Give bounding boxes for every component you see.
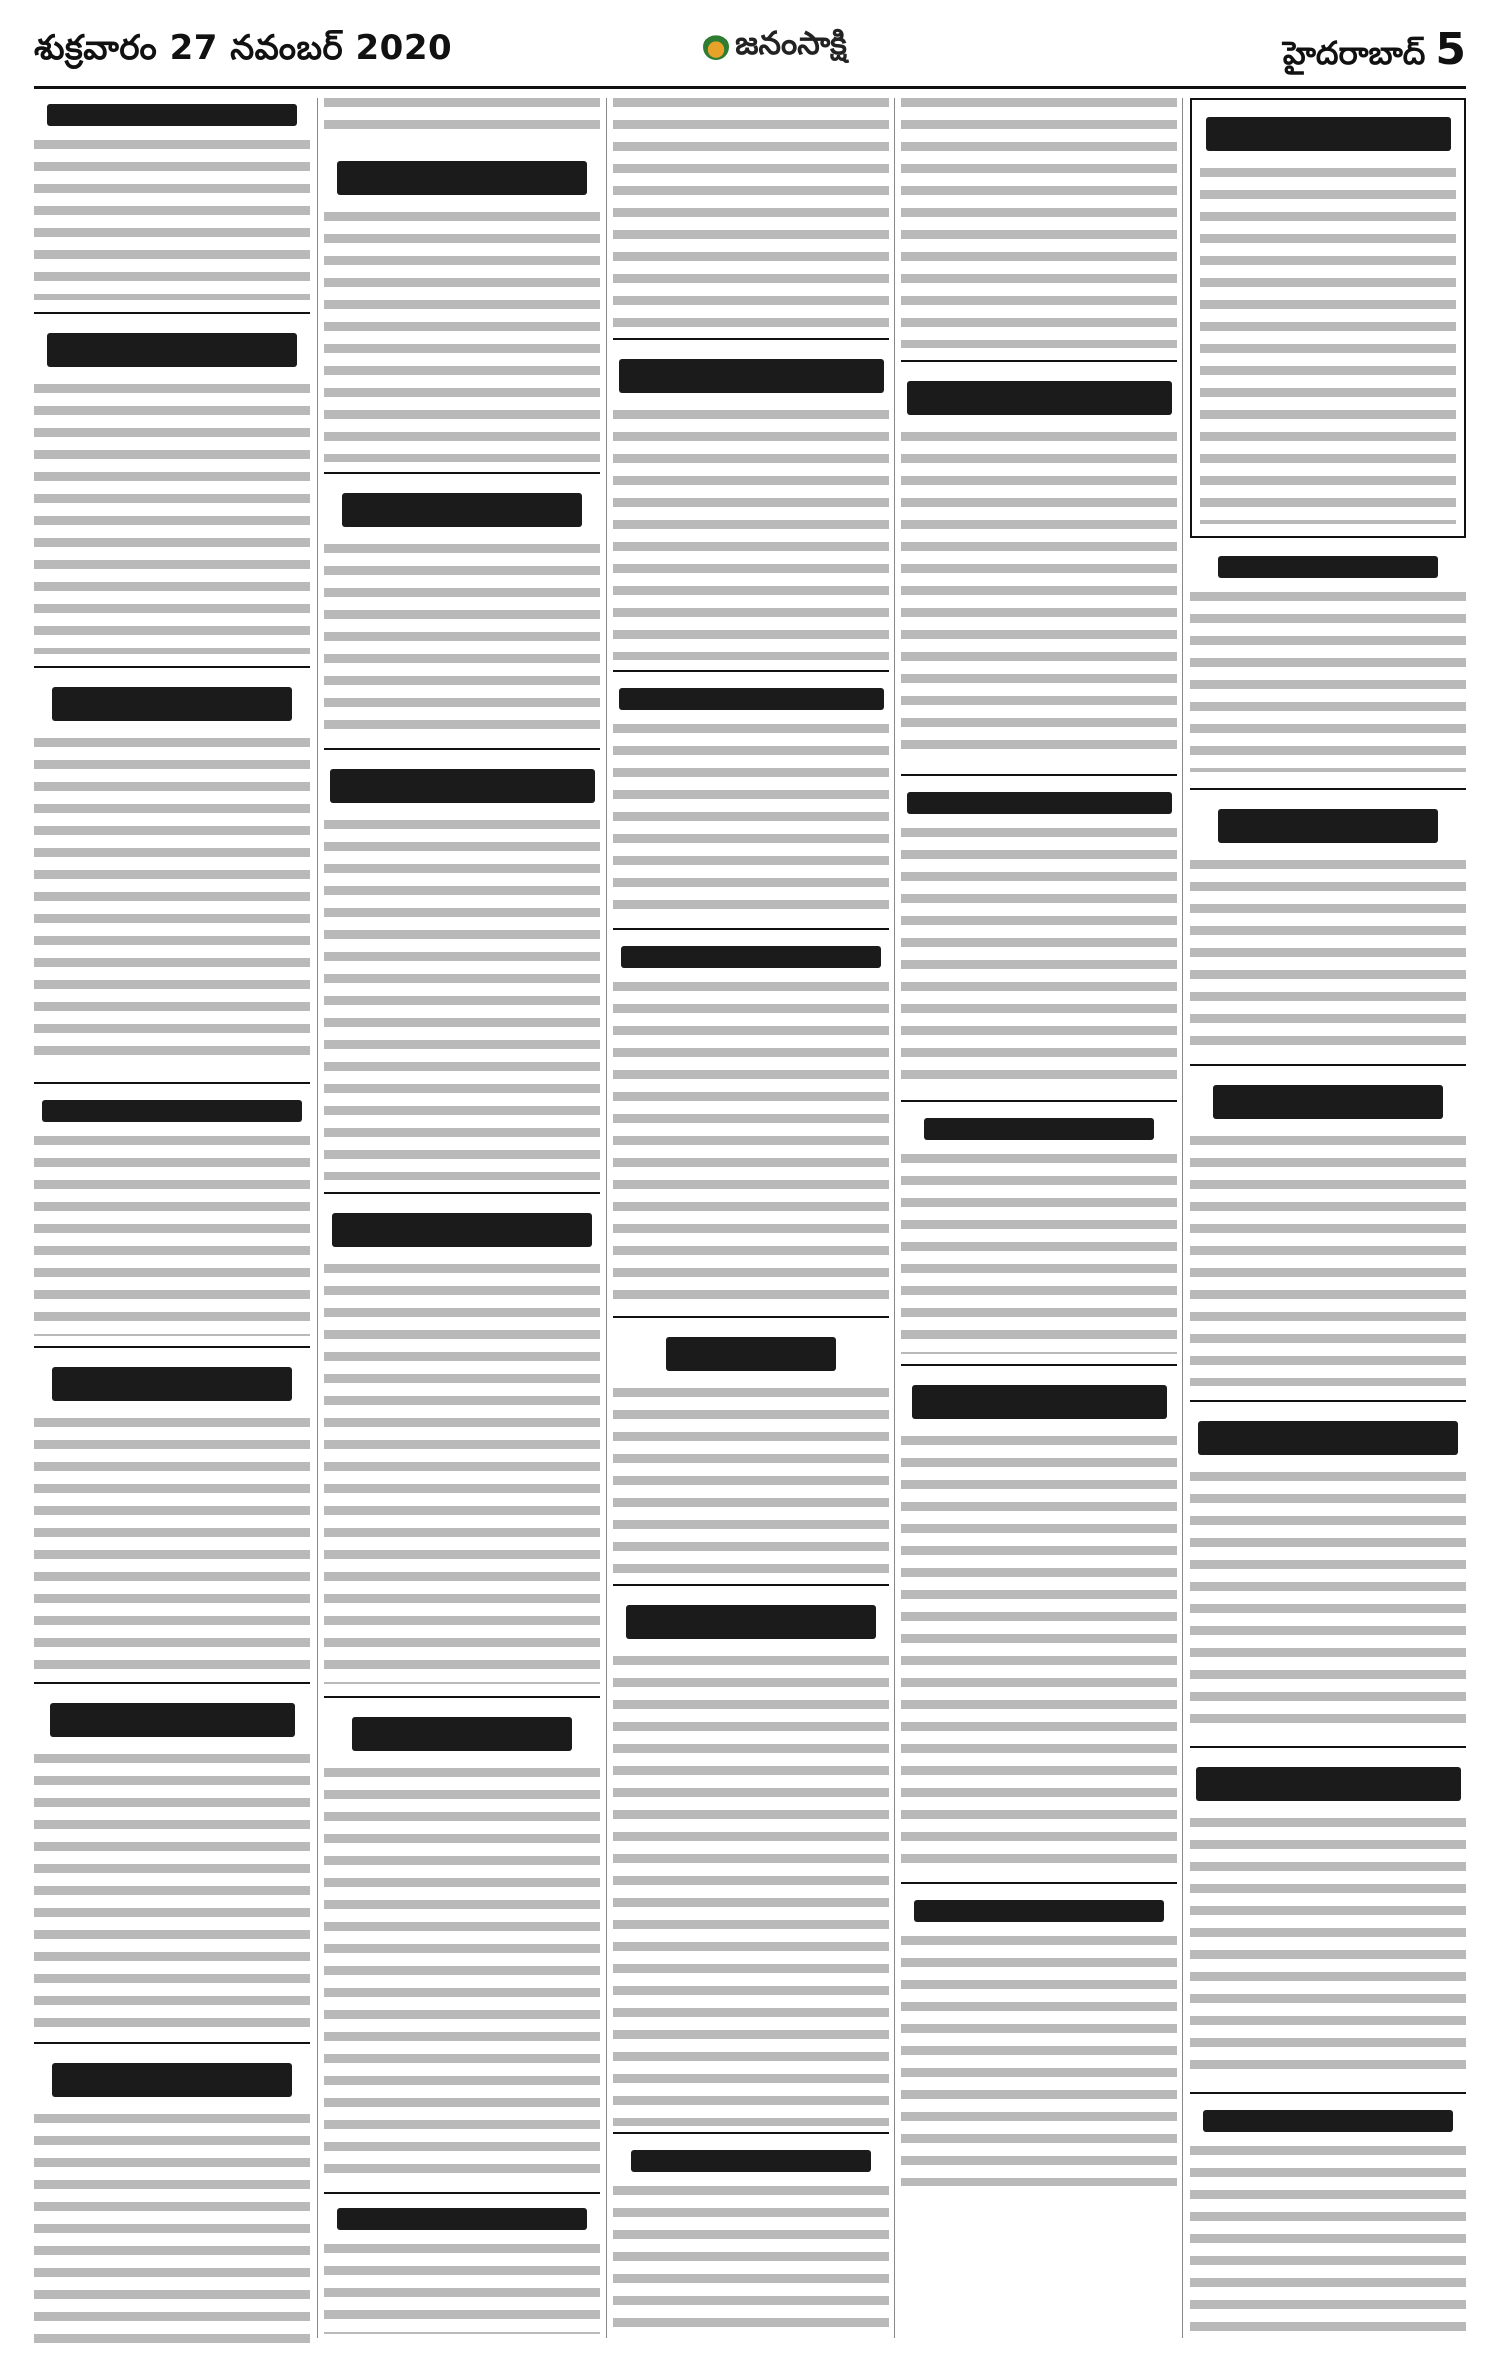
column-rule: [894, 98, 895, 2338]
article-body-placeholder: [613, 1656, 889, 2126]
article-body-placeholder: [613, 2186, 889, 2336]
article-body-placeholder: [613, 98, 889, 328]
article: [613, 940, 889, 1302]
article-divider: [1190, 788, 1466, 790]
article-body-placeholder: [324, 1264, 600, 1684]
article-divider: [324, 2192, 600, 2194]
article: [901, 1894, 1177, 2186]
article: [34, 1694, 310, 2034]
article: [613, 350, 889, 660]
newspaper-page: [34, 98, 1466, 2338]
boxed-article: [1190, 98, 1466, 538]
article-divider: [901, 1882, 1177, 1884]
article-divider: [1190, 1400, 1466, 1402]
article: [34, 1094, 310, 1336]
article-headline: [613, 1596, 889, 1648]
article-headline: [1190, 550, 1466, 584]
article-body-placeholder: [34, 1136, 310, 1336]
article-body-placeholder: [1190, 592, 1466, 772]
article-body-placeholder: [324, 1768, 600, 2178]
article-divider: [324, 472, 600, 474]
article-body-placeholder: [901, 828, 1177, 1088]
article-body-placeholder: [324, 212, 600, 462]
article-body-placeholder: [901, 98, 1177, 348]
column-5: [1190, 98, 1466, 2338]
article-headline: [34, 1094, 310, 1128]
article-body-placeholder: [1190, 1136, 1466, 1386]
article: [324, 98, 600, 142]
article-divider: [1190, 1064, 1466, 1066]
article-headline: [34, 1358, 310, 1410]
article-divider: [1190, 2092, 1466, 2094]
article: [34, 98, 310, 300]
article-headline: [1190, 2104, 1466, 2138]
article-headline: [34, 1694, 310, 1746]
column-3: [613, 98, 889, 2338]
article-divider: [324, 1696, 600, 1698]
issue-date: శుక్రవారం 27 నవంబర్ 2020: [34, 28, 453, 68]
column-4: [901, 98, 1177, 2338]
article-body-placeholder: [34, 384, 310, 654]
article: [1190, 1412, 1466, 1732]
article-headline: [901, 786, 1177, 820]
article-headline: [613, 682, 889, 716]
article: [613, 2144, 889, 2336]
article: [613, 1328, 889, 1578]
article-divider: [901, 774, 1177, 776]
article: [34, 1358, 310, 1678]
article-body-placeholder: [901, 1436, 1177, 1876]
article-headline: [324, 2202, 600, 2236]
article-divider: [34, 1682, 310, 1684]
article-body-placeholder: [34, 1418, 310, 1678]
article-body-placeholder: [324, 2244, 600, 2334]
article-divider: [34, 312, 310, 314]
article-divider: [613, 1584, 889, 1586]
article-body-placeholder: [1190, 2146, 1466, 2336]
article-divider: [901, 360, 1177, 362]
article: [901, 372, 1177, 762]
article-headline: [901, 372, 1177, 424]
article: [1190, 1076, 1466, 1386]
article-divider: [901, 1364, 1177, 1366]
article-body-placeholder: [34, 2114, 310, 2354]
article: [901, 98, 1177, 348]
edition-city: హైదరాబాద్: [1282, 34, 1426, 72]
article: [324, 760, 600, 1180]
article-body-placeholder: [901, 432, 1177, 762]
article-divider: [613, 670, 889, 672]
article: [34, 2054, 310, 2354]
article-headline: [324, 152, 600, 204]
article-headline: [324, 1204, 600, 1256]
article-body-placeholder: [1190, 860, 1466, 1050]
column-rule: [606, 98, 607, 2338]
page-number: 5: [1435, 24, 1466, 75]
article-headline: [613, 350, 889, 402]
article: [324, 152, 600, 462]
article-headline: [613, 1328, 889, 1380]
article: [1190, 550, 1466, 772]
column-rule: [317, 98, 318, 2338]
article-body-placeholder: [34, 738, 310, 1068]
article-headline: [34, 678, 310, 730]
article-divider: [1190, 1746, 1466, 1748]
article-body-placeholder: [1190, 1472, 1466, 1732]
article: [1190, 2104, 1466, 2336]
article-headline: [34, 2054, 310, 2106]
column-rule: [1182, 98, 1183, 2338]
article-divider: [613, 2132, 889, 2134]
masthead-right: [1283, 24, 1466, 80]
article-headline: [1190, 800, 1466, 852]
article-body-placeholder: [324, 544, 600, 734]
article: [34, 324, 310, 654]
article-body-placeholder: [613, 982, 889, 1302]
article-body-placeholder: [901, 1154, 1177, 1354]
article-divider: [324, 1192, 600, 1194]
article-headline: [34, 98, 310, 132]
article: [324, 484, 600, 734]
article: [324, 2202, 600, 2334]
article-divider: [613, 1316, 889, 1318]
article-divider: [324, 748, 600, 750]
masthead: [34, 8, 1466, 89]
column-1: [34, 98, 310, 2338]
logo-wordmark: జనంసాక్షి: [735, 24, 847, 62]
article-headline: [1200, 108, 1456, 160]
newspaper-logo: [680, 20, 870, 74]
article-body-placeholder: [34, 140, 310, 300]
article-divider: [34, 1346, 310, 1348]
article: [613, 98, 889, 328]
article: [613, 682, 889, 914]
article-headline: [1190, 1412, 1466, 1464]
article-headline: [1190, 1076, 1466, 1128]
article-body-placeholder: [1190, 1818, 1466, 2078]
article-headline: [901, 1894, 1177, 1928]
article: [324, 1708, 600, 2178]
article-headline: [34, 324, 310, 376]
article-headline: [613, 940, 889, 974]
article-divider: [34, 1082, 310, 1084]
article-divider: [613, 928, 889, 930]
article-headline: [1190, 1758, 1466, 1810]
article-headline: [324, 1708, 600, 1760]
article-divider: [34, 666, 310, 668]
article-headline: [324, 760, 600, 812]
article-headline: [613, 2144, 889, 2178]
article: [901, 786, 1177, 1088]
article-body-placeholder: [613, 1388, 889, 1578]
article-divider: [613, 338, 889, 340]
article-headline: [901, 1376, 1177, 1428]
article: [901, 1376, 1177, 1876]
article-body-placeholder: [901, 1936, 1177, 2186]
article-headline: [901, 1112, 1177, 1146]
article-divider: [34, 2042, 310, 2044]
article: [34, 678, 310, 1068]
article: [613, 1596, 889, 2126]
article-body-placeholder: [324, 98, 600, 142]
article-body-placeholder: [613, 724, 889, 914]
article: [1190, 800, 1466, 1050]
article-body-placeholder: [34, 1754, 310, 2034]
logo-emblem-icon: [703, 34, 729, 60]
article: [901, 1112, 1177, 1354]
article: [1190, 1758, 1466, 2078]
article: [324, 1204, 600, 1684]
article-body-placeholder: [613, 410, 889, 660]
article-body-placeholder: [324, 820, 600, 1180]
article-headline: [324, 484, 600, 536]
article-divider: [901, 1100, 1177, 1102]
column-2: [324, 98, 600, 2338]
article-body-placeholder: [1200, 168, 1456, 524]
